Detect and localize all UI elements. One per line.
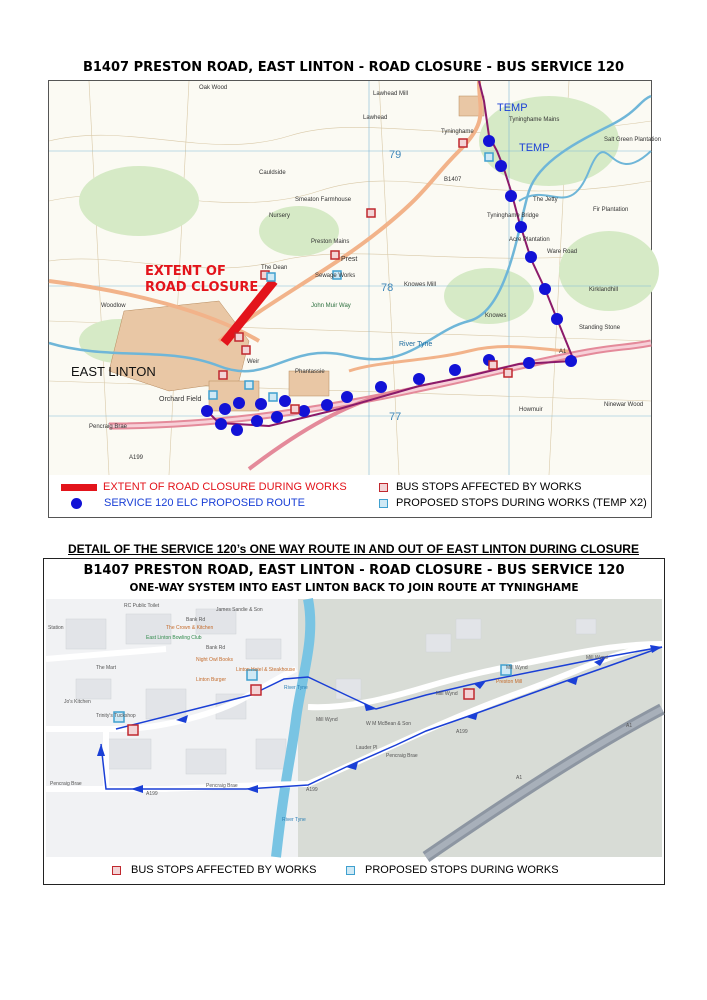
detail-label-mill-wynd-1: Mill Wynd [316, 717, 338, 723]
label-a1: A1 [559, 349, 567, 355]
detail-heading: DETAIL OF THE SERVICE 120’s ONE WAY ROUTE IN AND OUT OF EAST LINTON DURING CLOSURE [68, 542, 639, 556]
label-kirklandhill: Kirklandhill [589, 287, 619, 293]
label-grid-78: 78 [381, 282, 394, 294]
label-knowes: Knowes [485, 313, 507, 319]
temp-label-2: TEMP [519, 142, 550, 154]
detail-label-mill-wynd-2: Mill Wynd [436, 691, 458, 697]
label-nursery: Nursery [269, 213, 291, 219]
label-lawhead-mill: Lawhead Mill [373, 91, 409, 97]
label-a199: A199 [129, 455, 144, 461]
detail-label-james-sandie: James Sandie & Son [216, 607, 263, 613]
detail-map-title: B1407 PRESTON ROAD, EAST LINTON - ROAD CLOSURE - BUS SERVICE 120 [83, 563, 625, 578]
detail-label-bank-rd-1: Bank Rd [186, 617, 206, 623]
detail-label-pencraig-brae-1: Pencraig Brae [50, 781, 82, 787]
detail-label-a1-2: A1 [626, 723, 633, 729]
detail-label-bank-rd-2: Bank Rd [206, 645, 226, 651]
label-grid-79: 79 [389, 149, 402, 161]
label-phantassie: Phantassie [295, 369, 325, 375]
affected-swatch [379, 483, 388, 492]
detail-label-jos-kitchen: Jo's Kitchen [64, 699, 91, 705]
proposed-swatch [379, 499, 388, 508]
detail-legend-affected-label: BUS STOPS AFFECTED BY WORKS [131, 864, 317, 876]
legend-affected-label: BUS STOPS AFFECTED BY WORKS [396, 481, 582, 493]
detail-label-night-owl: Night Owl Books [196, 657, 233, 663]
detail-label-lauder-pl: Lauder Pl [356, 745, 378, 751]
detail-label-linton-burger: Linton Burger [196, 677, 227, 683]
legend-closure-label: EXTENT OF ROAD CLOSURE DURING WORKS [103, 481, 347, 493]
legend-affected [379, 481, 581, 493]
closure-swatch [61, 484, 97, 491]
label-prest: Prest [341, 256, 358, 263]
label-weir: Weir [247, 359, 260, 365]
detail-label-bowling-club: East Linton Bowling Club [146, 635, 202, 641]
legend-route-label: SERVICE 120 ELC PROPOSED ROUTE [104, 497, 305, 509]
label-orchard-field: Orchard Field [159, 396, 202, 403]
detail-proposed-swatch [346, 866, 355, 875]
label-john-muir-way: John Muir Way [311, 303, 351, 309]
label-howmuir: Howmuir [519, 407, 543, 413]
detail-label-preston-mill: Preston Mill [496, 679, 523, 685]
label-oak-wood: Oak Wood [199, 85, 228, 91]
detail-label-linton-hotel: Linton Hotel & Steakhouse [236, 667, 296, 673]
label-tyninghame: Tyninghame [441, 129, 474, 135]
label-river-tyne: River Tyne [399, 341, 433, 348]
label-smeaton-farmhouse: Smeaton Farmhouse [295, 197, 352, 203]
detail-label-a199-3: A199 [146, 791, 158, 797]
detail-label-rc-toilet: RC Public Toilet [124, 603, 160, 609]
detail-label-pencraig-brae-2: Pencraig Brae [206, 783, 238, 789]
detail-label-river-tyne-2: River Tyne [282, 817, 306, 823]
detail-label-wm-mcbean: W M McBean & Son [366, 721, 412, 727]
legend-route [71, 497, 305, 509]
label-b1407: B1407 [444, 177, 462, 183]
label-ninewar-wood: Ninewar Wood [604, 402, 644, 408]
detail-label-station: Station [48, 625, 64, 631]
label-tyninghame-bridge: Tyninghame Bridge [487, 213, 539, 219]
label-the-dean: The Dean [261, 265, 288, 271]
route-dot-swatch [71, 498, 82, 509]
label-the-jetty: The Jetty [533, 197, 558, 203]
label-cauldside: Cauldside [259, 170, 286, 176]
detail-affected-swatch [112, 866, 121, 875]
label-woodlow: Woodlow [101, 303, 126, 309]
detail-legend-proposed-label: PROPOSED STOPS DURING WORKS [365, 864, 559, 876]
detail-label-river-tyne-1: River Tyne [284, 685, 308, 691]
top-map-title: B1407 PRESTON ROAD, EAST LINTON - ROAD CLOSURE - BUS SERVICE 120 [82, 60, 625, 75]
label-pencraig-brae: Pencraig Brae [89, 424, 128, 430]
label-sewage-works: Sewage Works [315, 273, 356, 279]
label-east-linton: EAST LINTON [71, 364, 156, 379]
detail-legend-proposed [346, 864, 559, 876]
label-standing-stone: Standing Stone [579, 325, 621, 331]
closure-label-line2: ROAD CLOSURE [145, 280, 259, 295]
label-ware-road: Ware Road [547, 249, 578, 255]
detail-legend-affected [112, 864, 316, 876]
os-overview-map [48, 80, 662, 518]
os-map-canvas [49, 81, 662, 475]
detail-label-pencraig-brae-3: Pencraig Brae [386, 753, 418, 759]
detail-label-crown-kitchen: The Crown & Kitchen [166, 625, 214, 631]
label-grid-77: 77 [389, 411, 402, 423]
detail-label-the-mart: The Mart [96, 665, 117, 671]
temp-label-1: TEMP [497, 102, 528, 114]
detail-map-legend [44, 859, 664, 883]
legend-proposed-label: PROPOSED STOPS DURING WORKS (TEMP X2) [396, 497, 647, 509]
detail-label-a1-1: A1 [516, 775, 523, 781]
detail-label-a199-2: A199 [456, 729, 468, 735]
label-acre-plantation: Acre Plantation [509, 237, 550, 243]
top-map-legend [49, 475, 651, 517]
closure-label-line1: EXTENT OF [145, 264, 226, 279]
detail-label-mill-wynd-3: Mill Wynd [506, 665, 528, 671]
detail-label-a199-1: A199 [306, 787, 318, 793]
label-tyninghame-mains: Tyninghame Mains [509, 117, 560, 123]
detail-label-tuckshop: Trinity's Tuckshop [96, 713, 136, 719]
label-salt-green: Salt Green Plantation [604, 137, 662, 143]
detail-label-mill-wynd-4: Mill Wynd [586, 655, 608, 661]
detail-map [43, 558, 665, 885]
detail-map-canvas [46, 599, 662, 857]
label-fir-plantation: Fir Plantation [593, 207, 629, 213]
detail-map-subtitle: ONE-WAY SYSTEM INTO EAST LINTON BACK TO JOIN ROUTE AT TYNINGHAME [129, 582, 579, 594]
label-lawhead: Lawhead [363, 115, 388, 121]
label-knowes-mill: Knowes Mill [404, 282, 437, 288]
label-preston-mains: Preston Mains [311, 239, 350, 245]
legend-closure [61, 481, 347, 493]
legend-proposed [379, 497, 647, 509]
